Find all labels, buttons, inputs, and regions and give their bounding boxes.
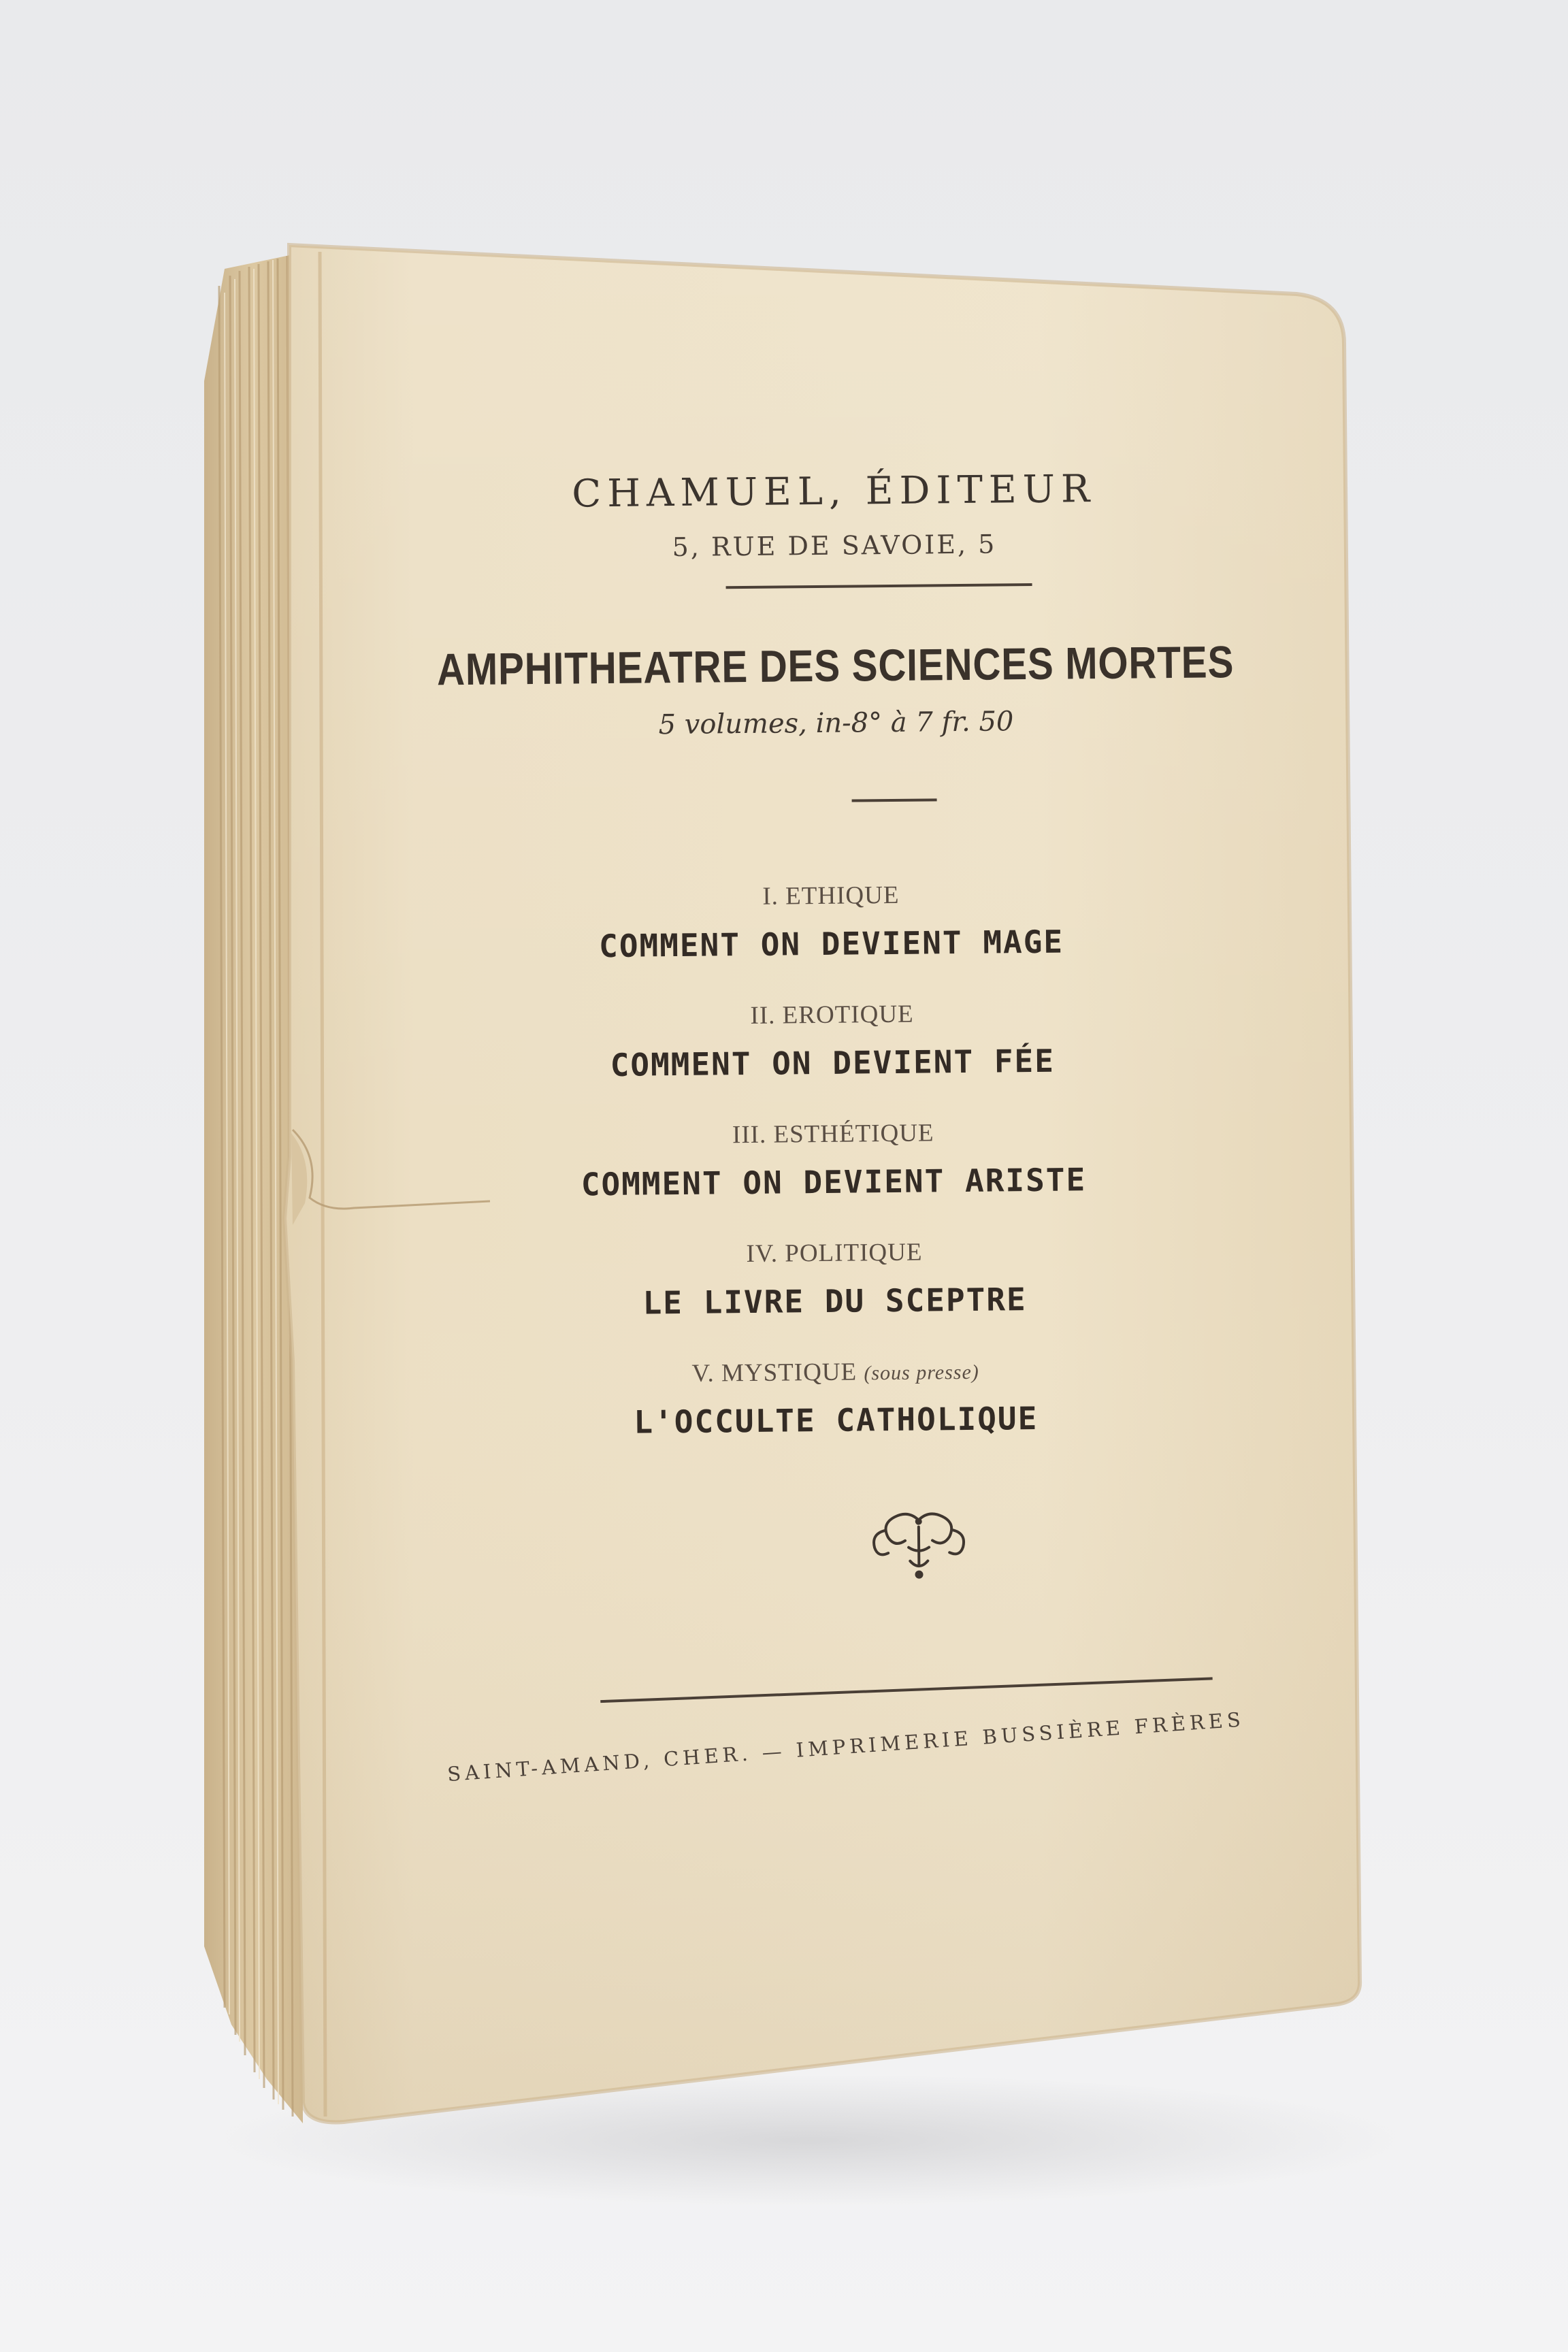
floral-fleuron-icon (868, 1506, 970, 1582)
volume-2-label: II. EROTIQUE (750, 1000, 914, 1030)
volume-1-label: I. ETHIQUE (762, 881, 900, 911)
publisher-address: 5, RUE DE SAVOIE, 5 (672, 529, 997, 563)
volume-5-label-row (301, 1352, 1369, 1392)
bottom-rule (600, 1677, 1213, 1703)
volume-2-title: COMMENT ON DEVIENT FÉE (610, 1042, 1056, 1083)
printer-imprint: SAINT-AMAND, CHER. — IMPRIMERIE BUSSIÈRE FRÈRES (446, 1708, 1245, 1786)
volume-5-title: L'OCCULTE CATHOLIQUE (634, 1399, 1039, 1441)
top-rule (726, 583, 1032, 589)
cover-print (277, 240, 1363, 2129)
series-title: AMPHITHEATRE DES SCIENCES MORTES (436, 636, 1235, 695)
volume-3-label: III. ESTHÉTIQUE (732, 1119, 934, 1149)
volume-4-label: IV. POLITIQUE (746, 1238, 923, 1269)
middle-rule (852, 798, 937, 802)
volume-4-title: LE LIVRE DU SCEPTRE (642, 1281, 1027, 1322)
volume-3-title: COMMENT ON DEVIENT ARISTE (581, 1161, 1087, 1203)
volume-1-title: COMMENT ON DEVIENT MAGE (598, 923, 1064, 965)
publisher-name: CHAMUEL, ÉDITEUR (572, 467, 1096, 517)
volume-5-label: V. MYSTIQUE (691, 1358, 858, 1388)
series-subtitle: 5 volumes, in-8° à 7 fr. 50 (658, 706, 1014, 741)
volume-5-note: (sous presse) (864, 1360, 979, 1385)
